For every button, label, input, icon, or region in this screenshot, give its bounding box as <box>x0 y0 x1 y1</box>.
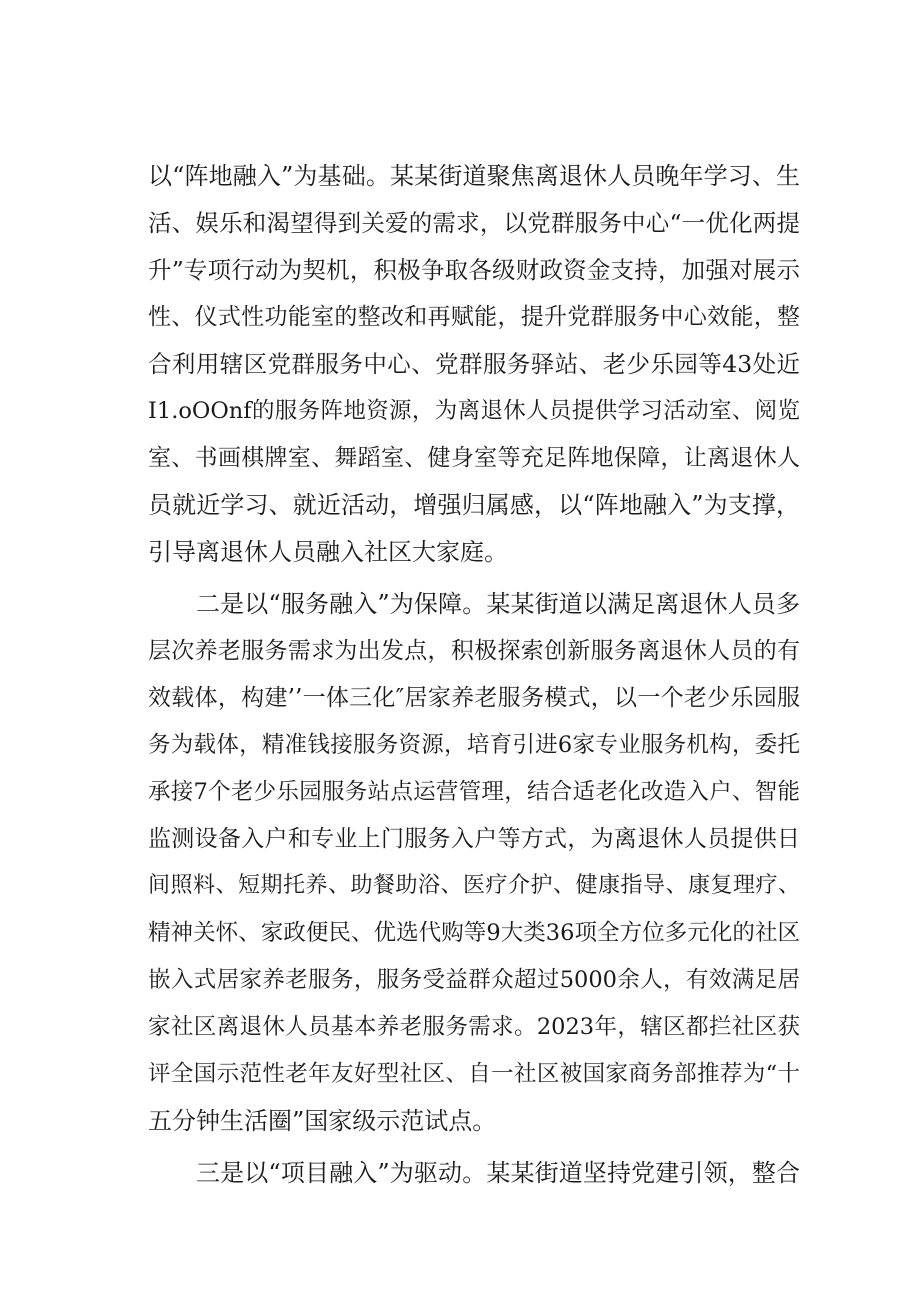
paragraph-line: 五分钟生活圈”国家级示范试点。 <box>148 1107 497 1135</box>
paragraph-line: 室、书画棋牌室、舞蹈室、健身室等充足阵地保障，让离退休人 <box>148 445 800 471</box>
paragraph-line: 效载体，构建’’一体三化″居家养老服务模式，以一个老少乐园服 <box>148 685 800 711</box>
paragraph-line: 家社区离退休人员基本养老服务需求。2023年，辖区都拦社区获 <box>148 1014 800 1040</box>
paragraph-line: 员就近学习、就近活动，增强归属感，以“阵地融入”为支撑， <box>148 491 800 519</box>
paragraph-line: 务为载体，精准钱接服务资源，培育引进6家专业服务机构，委托 <box>148 732 800 758</box>
paragraph-line: 嵌入式居家养老服务，服务受益群众超过5000余人，有效满足居 <box>148 967 800 993</box>
paragraph-line: 三是以“项目融入”为驱动。某某街道坚持党建引领，整合 <box>196 1159 800 1187</box>
paragraph-line: 精神关怀、家政便民、优选代购等9大类36项全方位多元化的社区 <box>148 920 800 946</box>
paragraph-line: 升”专项行动为契机，积极争取各级财政资金支持，加强对展示 <box>148 256 800 284</box>
paragraph-line: I1.oOOnf的服务阵地资源，为离退休人员提供学习活动室、阅览 <box>148 398 800 424</box>
paragraph-line: 二是以“服务融入”为保障。某某街道以满足离退休人员多 <box>196 590 800 618</box>
paragraph-line: 层次养老服务需求为出发点，积极探索创新服务离退休人员的有 <box>148 638 800 664</box>
paragraph-line: 活、娱乐和渴望得到关爱的需求，以党群服务中心“一优化两提 <box>148 209 800 237</box>
paragraph-line: 引导离退休人员融入社区大家庭。 <box>148 538 508 566</box>
paragraph-line: 监测设备入户和专业上门服务入户等方式，为离退休人员提供日 <box>148 826 800 852</box>
paragraph-line: 性、仪式性功能室的整改和再赋能，提升党群服务中心效能，整 <box>148 304 800 330</box>
paragraph-line: 评全国示范性老年友好型社区、自一社区被国家商务部推荐为“十 <box>148 1061 800 1087</box>
paragraph-line: 合利用辖区党群服务中心、党群服务驿站、老少乐园等43处近 <box>148 350 800 378</box>
paragraph-line: 以“阵地融入”为基础。某某街道聚焦离退休人员晚年学习、生 <box>148 162 800 190</box>
paragraph-line: 间照料、短期托养、助餐助浴、医疗介护、健康指导、康复理疗、 <box>148 873 800 898</box>
paragraph-line: 承接7个老少乐园服务站点运营管理，结合适老化改造入户、智能 <box>148 779 800 805</box>
